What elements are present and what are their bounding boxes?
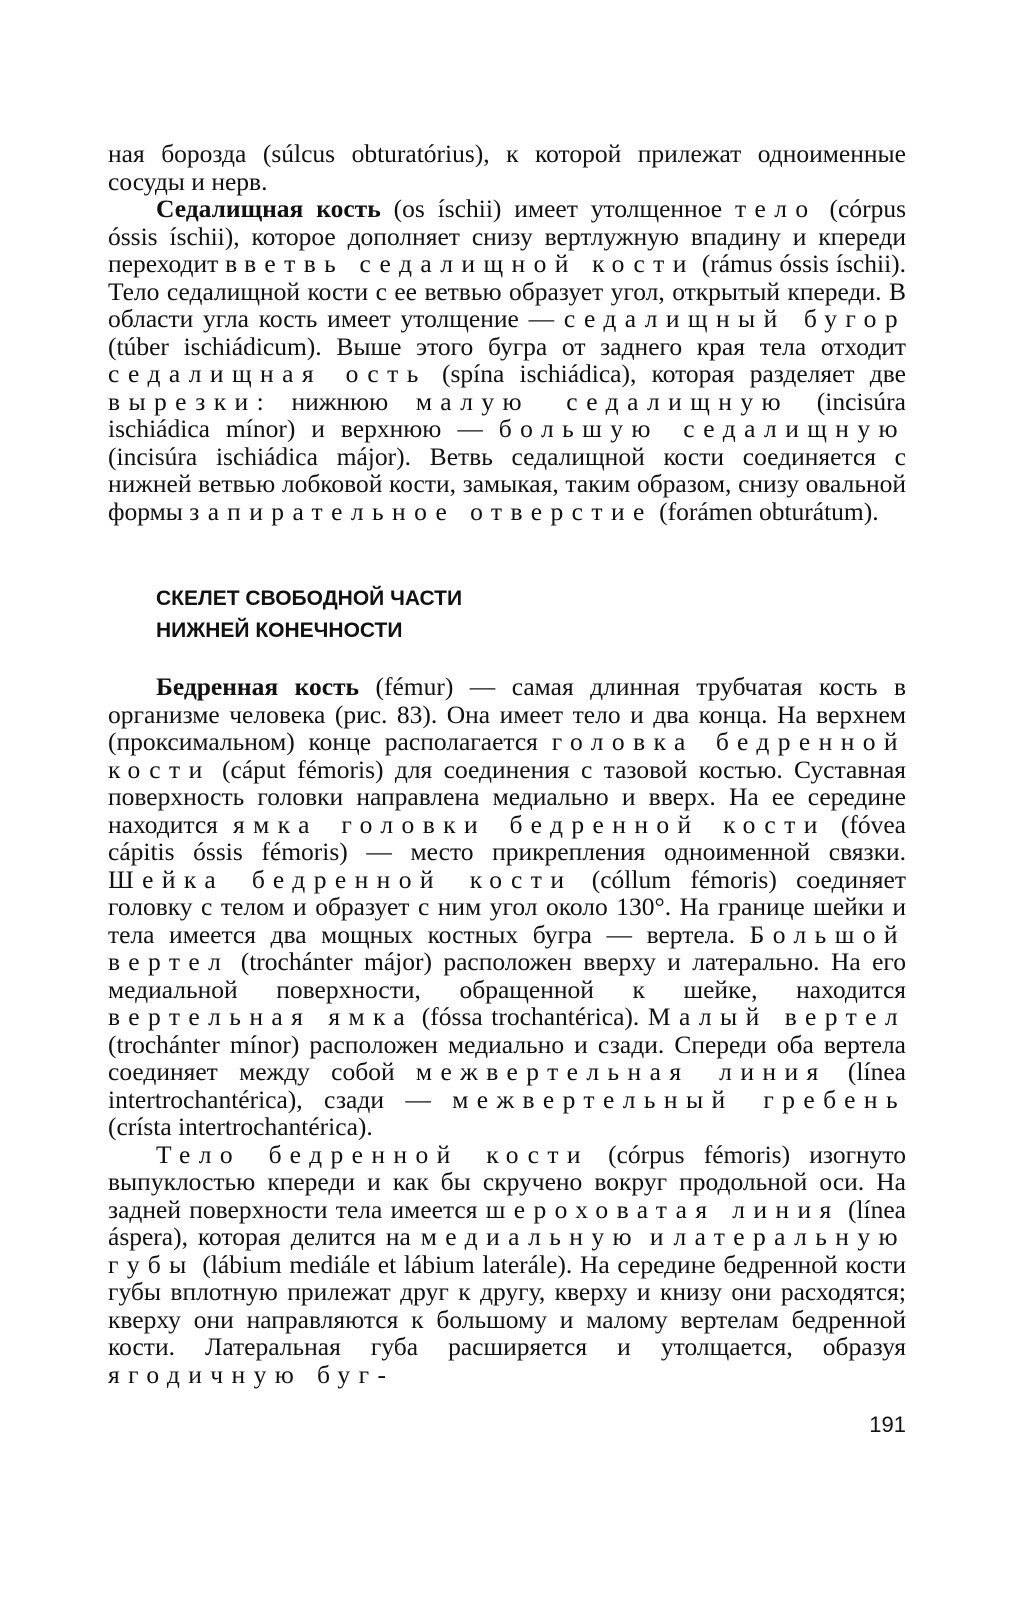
spaced-term-intertrochanteric-crest: межвертельный гребень [452, 1084, 906, 1114]
spaced-term-lateral-lip: латеральную губы [108, 1222, 907, 1279]
text-run: (incisúra ischiádica mínor) и верхнюю — [108, 386, 906, 443]
text-run: (córpus óssis íschii), которое дополняет снизу вертлужную впадину и кпереди переходит в [108, 194, 906, 278]
text-run: (cóllum fémoris) соединяет головку с телом и образует с ним угол около 130°. На границе шейки и тела имеется два мощных костных бугра — вертела. [108, 864, 906, 949]
text-run: (línea áspera), которая делится на [108, 1194, 906, 1251]
spaced-term-notches: вырезки [108, 386, 257, 416]
text-run: (forámen obturátum). [652, 496, 879, 526]
page-number: 191 [869, 1412, 906, 1437]
spaced-term-lesser-notch: малую седалищную [415, 386, 789, 416]
spaced-term-obturator-foramen: запирательное отверстие [189, 496, 653, 526]
text-run: (línea intertrochantérica), сзади — [108, 1057, 906, 1114]
paragraph-obturator-groove-end [108, 140, 906, 195]
spaced-term-trochanteric-fossa: вертельная ямка [108, 1002, 414, 1031]
heading-line: НИЖНЕЙ КОНЕЧНОСТИ [156, 619, 403, 642]
text-run: (crísta intertrochantérica). [108, 1112, 373, 1141]
spaced-term-greater-trochanter: Большой вертел [108, 919, 906, 976]
text-run: (rámus óssis íschii). Тело седалищной кости с ее ветвью образует угол, открытый кпереди. В области угла кость имеет утолщение — [108, 249, 907, 333]
spaced-term-intertrochanteric-line: межвертельная линия [415, 1057, 827, 1086]
text-run: (córpus fémoris) изогнуто выпуклостью кпереди и как бы скручено вокруг продольной оси. На задней поверхности тела имеется [108, 1139, 906, 1224]
text-run: (fóvea cápitis óssis fémoris) — место прикрепления одноименной связки. [108, 809, 906, 866]
text-run: (incisúra ischiádica májor). Ветвь седалищной кости соединяется с нижней ветвью лобковой кости, замыкая, таким образом, снизу овальной формы [108, 441, 906, 526]
spaced-term-linea-aspera: шероховатая линия [485, 1194, 840, 1224]
text-run: и [639, 1222, 674, 1251]
text-run: (lábium mediále et lábium laterále). На середине бедренной кости губы вплотную прилежат друг к другу, кверху и книзу они расходятся; кверху они направляются к большому и малому вертелам бедренной кости. Латеральная губа расширяется и утолщается, образуя [108, 1249, 906, 1361]
spaced-term-medial-lip: медиальную [420, 1222, 640, 1251]
text-run: (cáput fémoris) для соединения с тазовой костью. Суставная поверхность головки направлена медиально и вверх. На ее середине находится [108, 754, 906, 839]
spaced-term-ramus: ветвь седалищной кости [244, 249, 695, 278]
spaced-term-femoral-neck: Шейка бедренной кости [108, 864, 573, 894]
spaced-term-spine: седалищная ость [108, 359, 427, 388]
text-run: (trochánter májor) расположен вверху и латерально. На его медиальной поверхности, обращенной к шейке, находится [108, 947, 906, 1004]
text-run: (os íschii) имеет утолщенное [380, 194, 735, 223]
spaced-term-gluteal-tuberosity: ягодичную буг- [108, 1359, 395, 1389]
text-run: (fóssa trochantérica). [413, 1002, 648, 1031]
page-body [108, 140, 906, 1388]
paragraph-ischium [108, 195, 906, 525]
spaced-term-femoral-head: головка бедренной кости [108, 727, 906, 784]
text-run: : нижнюю [256, 386, 416, 416]
term-femur: Бедренная кость [156, 672, 360, 701]
spaced-term-tuber: седалищный бугор [563, 304, 907, 333]
spaced-term-greater-notch: большую седалищную [498, 414, 906, 443]
text-run: (túber ischiádicum). Выше этого бугра от заднего края тела отходит [108, 331, 906, 361]
paragraph-femur [108, 673, 906, 1141]
paragraph-text: ная борозда (súlcus obturatórius), к которой прилежат одноименные сосуды и нерв. [108, 139, 906, 196]
text-block-ischium [108, 140, 906, 525]
spaced-term-lesser-trochanter: Малый вертел [647, 1002, 907, 1031]
text-run: (spína ischiádica), которая разделяет две [426, 359, 906, 388]
heading-line: СКЕЛЕТ СВОБОДНОЙ ЧАСТИ [156, 587, 463, 610]
paragraph-femoral-body [108, 1141, 906, 1389]
spaced-term-body: тело [735, 194, 817, 223]
spaced-term-femoral-body: Тело бедренной кости [156, 1139, 589, 1169]
spaced-term-fovea: ямка головки бедренной кости [232, 809, 826, 839]
text-run: (fémur) — самая длинная трубчатая кость в организме человека (рис. 83). Она имеет тело и два конца. На верхнем (проксимальном) конце располагается [108, 672, 906, 756]
term-ischium: Седалищная кость [156, 194, 381, 223]
text-run: (trochánter mínor) расположен медиально и сзади. Спереди оба вертела соединяет между собой [108, 1029, 906, 1086]
section-heading [108, 583, 906, 647]
